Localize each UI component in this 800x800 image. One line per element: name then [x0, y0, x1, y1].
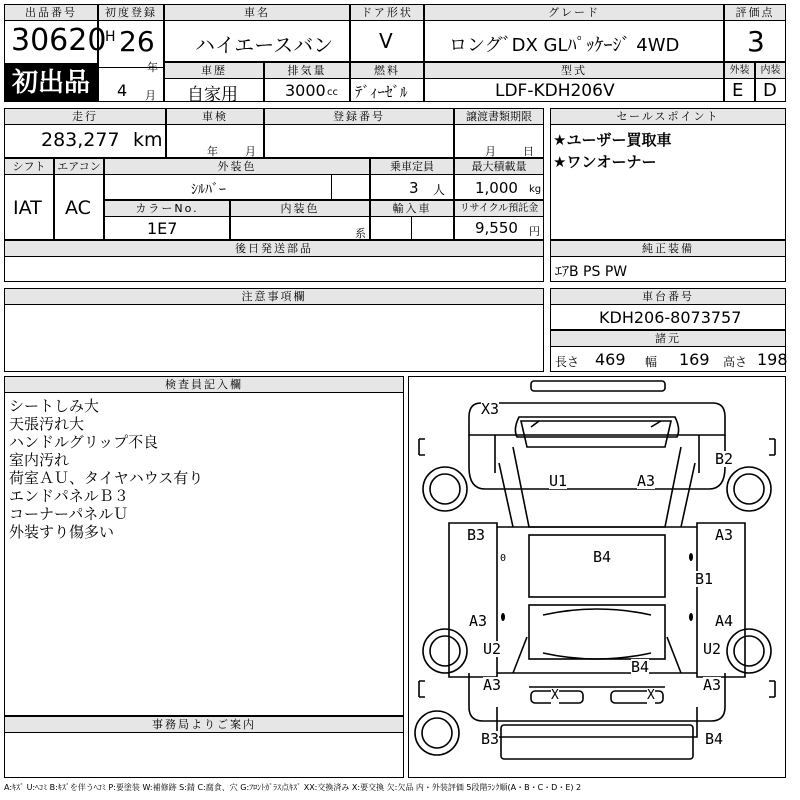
lot-number: 30620	[11, 23, 107, 58]
damage-mark: A3	[469, 612, 488, 630]
shift-label: シフト	[5, 159, 53, 175]
score-cell	[724, 4, 786, 62]
car-name-cell	[164, 4, 350, 62]
displacement-cell	[264, 62, 350, 102]
transfer-day-unit: 日	[523, 145, 534, 158]
inspector-note: ハンドルグリップ不良	[9, 433, 159, 451]
recycle-cell	[454, 200, 544, 240]
door-cell	[350, 4, 424, 62]
import-cell	[370, 200, 454, 240]
inspector-note: コーナーパネルＵ	[9, 505, 129, 523]
length-label: 長さ	[555, 355, 580, 369]
history-label: 車歴	[165, 63, 263, 79]
mileage-cell	[4, 108, 166, 158]
recycle-unit: 円	[529, 225, 540, 238]
car-name: ハイエースバン	[195, 33, 334, 57]
damage-mark: U1	[549, 472, 568, 490]
dimensions-cell	[550, 330, 786, 372]
sales-point-1: ★ユーザー買取車	[553, 131, 672, 149]
plate-label: 登録番号	[265, 109, 453, 125]
replace-mark: X	[551, 688, 559, 703]
year-unit: 年	[147, 61, 158, 74]
damage-mark: U2	[483, 640, 502, 658]
interior-color-cell	[230, 200, 370, 240]
later-parts-label: 後日発送部品	[5, 241, 543, 257]
interior-grade: D	[763, 80, 777, 101]
damage-mark: A3	[715, 526, 734, 544]
color-cell	[104, 158, 370, 200]
score: 3	[747, 25, 765, 58]
model: LDF-KDH206V	[495, 81, 615, 101]
lot-number-label: 出品番号	[5, 5, 97, 21]
inspection-month-unit: 月	[245, 145, 256, 158]
interior-grade-cell	[755, 62, 786, 102]
maxload: 1,000	[475, 179, 518, 197]
first-listing-badge: 初出品	[4, 64, 98, 102]
legend: A:ｷｽﾞ U:ﾍｺﾐ B:ｷｽﾞを伴うﾍｺﾐ P:要塗装 W:補修跡 S:錆 C:腐食、穴 G:ﾌﾛﾝﾄｶﾞﾗｽ点ｷｽﾞ XX:交換済み X:要交換 欠:欠品 内・外装評価 5段階ﾗﾝｸ順(A・B・C・D・E) 2	[4, 783, 582, 792]
damage-mark: B4	[593, 548, 612, 566]
exterior-label: 外装	[725, 63, 754, 79]
inspector-cell	[4, 376, 404, 716]
later-parts-cell	[4, 240, 544, 282]
office-notice-label: 事務局よりご案内	[5, 717, 403, 733]
recycle-label: リサイクル預託金	[455, 201, 543, 217]
plate-cell	[264, 108, 454, 158]
ac-cell	[54, 158, 104, 240]
displacement: 3000	[285, 81, 326, 100]
grade: ロングﾞDX GLﾊﾟｯｹｰｼﾞ 4WD	[449, 35, 680, 56]
score-label: 評価点	[725, 5, 785, 21]
mileage: 283,277	[41, 129, 120, 151]
exterior-grade-cell	[724, 62, 755, 102]
maxload-label: 最大積載量	[455, 159, 543, 175]
ac: AC	[65, 197, 91, 219]
displacement-unit: cc	[327, 87, 338, 98]
inspector-notes	[9, 397, 203, 541]
damage-mark: B3	[467, 526, 486, 544]
dimensions-label: 諸元	[551, 331, 785, 347]
height-label: 高さ	[723, 355, 748, 369]
history-cell	[164, 62, 264, 105]
zero-mark: 0	[500, 551, 506, 567]
color-number-cell	[104, 200, 230, 240]
shift: IAT	[13, 197, 42, 219]
fuel: ﾃﾞｨｰｾﾞﾙ	[355, 83, 408, 101]
reg-month: 4	[117, 81, 128, 100]
width-label: 幅	[645, 355, 658, 369]
capacity-unit: 人	[433, 183, 446, 197]
sales-point-2: ★ワンオーナー	[553, 153, 657, 171]
inspection-label: 車検	[167, 109, 263, 125]
capacity-label: 乗車定員	[371, 159, 453, 175]
interior-color-label: 内装色	[231, 201, 369, 217]
car-outline	[409, 377, 785, 777]
inspector-note: 室内汚れ	[9, 451, 70, 469]
transfer-cell	[454, 108, 544, 158]
inspection-cell	[166, 108, 264, 158]
interior-color-unit: 系	[355, 227, 366, 240]
fuel-label: 燃料	[351, 63, 423, 79]
exterior-color: ｼﾙﾊﾞｰ	[191, 182, 226, 198]
first-reg-cell	[98, 4, 164, 102]
shift-cell	[4, 158, 54, 240]
model-cell	[424, 62, 724, 102]
transfer-month-unit: 月	[485, 145, 496, 158]
maxload-unit: kg	[529, 184, 542, 195]
sales-points-cell	[550, 108, 786, 240]
car-name-label: 車名	[165, 5, 349, 21]
replace-mark: X	[647, 688, 655, 703]
inspector-note: 荷室ＡＵ、タイヤハウス有り	[9, 469, 204, 487]
grade-label: グレード	[425, 5, 723, 21]
damage-mark: U2	[703, 640, 722, 658]
damage-mark: B4	[705, 730, 724, 748]
displacement-label: 排気量	[265, 63, 349, 79]
damage-mark: A4	[715, 612, 734, 630]
equipment: ｴｱB PS PW	[555, 264, 628, 280]
recycle-fee: 9,550	[475, 219, 518, 237]
exterior-grade: E	[732, 80, 744, 101]
inspector-note: 天張汚れ大	[9, 415, 85, 433]
color-number-label: カラーNo.	[105, 201, 229, 217]
caution-notes-label: 注意事項欄	[5, 289, 543, 305]
inspector-note: 外装すり傷多い	[9, 523, 115, 541]
door-type: V	[379, 29, 393, 53]
chassis-label: 車台番号	[551, 289, 785, 305]
height: 198	[757, 350, 788, 369]
capacity-cell	[370, 158, 454, 200]
transfer-label: 譲渡書類期限	[455, 109, 543, 125]
chassis-cell	[550, 288, 786, 330]
damage-mark: B1	[695, 570, 714, 588]
lot-number-cell	[4, 4, 107, 64]
equipment-label: 純正装備	[551, 241, 785, 257]
mileage-label: 走行	[5, 109, 165, 125]
inspection-year-unit: 年	[207, 145, 218, 158]
door-label: ドア形状	[351, 5, 423, 21]
damage-diagram	[408, 376, 786, 778]
damage-mark: A3	[483, 676, 502, 694]
mileage-unit: km	[133, 129, 163, 151]
ac-label: エアコン	[55, 159, 103, 175]
chassis-number: KDH206-8073757	[599, 308, 742, 327]
era-mark: H	[105, 29, 116, 45]
damage-mark: A3	[703, 676, 722, 694]
inspector-note: シートしみ大	[9, 397, 100, 415]
damage-mark: B2	[715, 450, 734, 468]
damage-mark: B3	[481, 730, 500, 748]
grade-cell	[424, 4, 724, 62]
maxload-cell	[454, 158, 544, 200]
interior-label: 内装	[756, 63, 785, 79]
history: 自家用	[187, 85, 238, 105]
color-label: 外装色	[105, 159, 369, 175]
capacity: 3	[409, 179, 419, 197]
caution-notes-cell	[4, 288, 544, 372]
inspector-label: 検査員記入欄	[5, 377, 403, 393]
import-label: 輸入車	[371, 201, 453, 217]
fuel-cell	[350, 62, 424, 102]
inspector-note: エンドパネルＢ３	[9, 487, 129, 505]
model-label: 型式	[425, 63, 723, 79]
reg-year: 26	[119, 25, 155, 58]
length: 469	[595, 350, 626, 369]
month-unit: 月	[145, 89, 156, 102]
color-number: 1E7	[147, 219, 178, 238]
damage-mark: X3	[481, 400, 500, 418]
width: 169	[679, 350, 710, 369]
sales-points-label: セールスポイント	[551, 109, 785, 125]
damage-mark: B4	[631, 658, 650, 676]
equipment-cell	[550, 240, 786, 282]
damage-mark: A3	[637, 472, 656, 490]
first-reg-label: 初度登録	[99, 5, 163, 21]
office-notice-cell	[4, 716, 404, 778]
